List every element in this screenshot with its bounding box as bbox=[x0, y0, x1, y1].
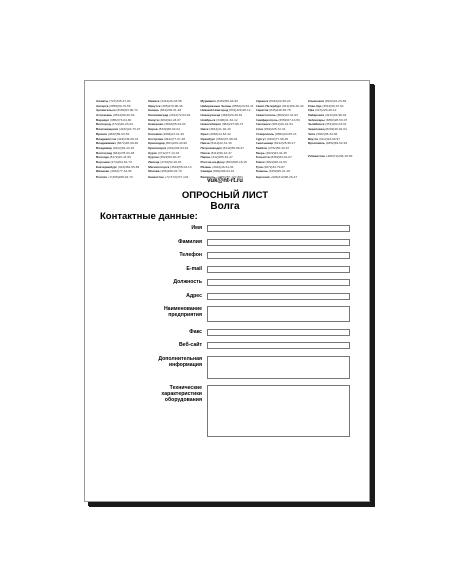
contact-entry bbox=[256, 133, 306, 137]
contact-phone: (831)429-08-12 bbox=[229, 109, 251, 113]
contact-phone: (3822)98-41-53 bbox=[265, 160, 287, 164]
contact-city: Тверь bbox=[255, 151, 265, 155]
section-heading-contacts: Контактные данные: bbox=[100, 211, 198, 222]
contact-entry bbox=[308, 138, 358, 142]
contact-phone: (4966)23-41-49 bbox=[162, 132, 184, 136]
contact-entry bbox=[256, 161, 306, 165]
contact-entry bbox=[256, 156, 306, 160]
contact-city: Ярославль bbox=[307, 142, 325, 146]
contact-city: Омск bbox=[200, 128, 209, 132]
contact-entry bbox=[148, 105, 198, 109]
form-row bbox=[130, 306, 350, 322]
contact-city: Оренбург bbox=[200, 137, 216, 141]
contact-entry bbox=[96, 161, 146, 165]
contact-city: Волгоград bbox=[96, 151, 113, 155]
contact-phone: (8332)68-02-04 bbox=[158, 128, 180, 132]
contact-city: Киров bbox=[148, 128, 158, 132]
form-field-label: Адрес bbox=[186, 292, 202, 299]
contact-entry bbox=[308, 114, 358, 118]
contact-entry bbox=[256, 147, 306, 151]
contact-entry bbox=[200, 152, 253, 156]
contact-phone: (8552)20-53-41 bbox=[232, 104, 254, 108]
contact-entry bbox=[148, 152, 198, 156]
contact-city: Иркутск bbox=[148, 104, 161, 108]
form-input-field[interactable] bbox=[207, 385, 350, 437]
form-row bbox=[130, 293, 350, 300]
contact-entry bbox=[148, 119, 198, 123]
contact-entry bbox=[256, 128, 306, 132]
contact-entry bbox=[148, 109, 198, 113]
contacts-column bbox=[200, 100, 253, 182]
contacts-column bbox=[148, 100, 198, 182]
contact-city: Кемерово bbox=[148, 123, 164, 127]
contact-entry bbox=[96, 166, 146, 170]
contact-city: Узбекистан bbox=[307, 154, 325, 158]
contact-phone: (4822)63-31-35 bbox=[265, 151, 287, 155]
contact-entry bbox=[256, 109, 306, 113]
contact-city: Владивосток bbox=[96, 137, 117, 141]
form-input-field[interactable] bbox=[207, 342, 350, 349]
contact-entry bbox=[148, 147, 198, 151]
contact-phone: (8172)26-41-59 bbox=[109, 156, 131, 160]
contact-phone: (3532)37-68-04 bbox=[215, 137, 238, 141]
contact-city: Беларусь bbox=[200, 176, 216, 180]
contact-phone: (846)206-03-16 bbox=[212, 170, 235, 174]
contact-phone: (844)278-03-48 bbox=[112, 151, 135, 155]
contact-entry bbox=[308, 142, 358, 146]
contact-phone: (3812)21-46-40 bbox=[209, 128, 231, 132]
form-input-field[interactable] bbox=[207, 252, 350, 259]
contact-entry bbox=[200, 119, 253, 123]
contact-city: Сочи bbox=[255, 128, 264, 132]
contact-phone: (8182)63-90-72 bbox=[116, 109, 138, 113]
contact-email[interactable]: vuk@nt-rt.ru bbox=[207, 178, 243, 184]
contact-phone: (3022)38-34-83 bbox=[315, 132, 338, 136]
contact-city: Екатеринбург bbox=[96, 165, 117, 169]
contact-phone: (8212)25-95-17 bbox=[274, 142, 296, 146]
form-row bbox=[130, 279, 350, 286]
contact-phone: (4872)33-79-87 bbox=[263, 165, 285, 169]
contact-phone: (383)227-86-73 bbox=[221, 123, 244, 127]
contact-city: Новокузнецк bbox=[200, 114, 221, 118]
form-input-field[interactable] bbox=[207, 293, 350, 300]
contact-city: Вологда bbox=[96, 156, 109, 160]
contact-phone: (8352)28-53-07 bbox=[325, 118, 348, 122]
contact-phone: (727)345-47-04 bbox=[109, 100, 131, 103]
contact-phone: (3496)41-32-12 bbox=[216, 118, 238, 122]
form-row bbox=[130, 252, 350, 259]
contact-entry bbox=[308, 133, 358, 137]
contact-entry bbox=[308, 119, 358, 123]
contact-entry bbox=[308, 109, 358, 113]
contact-entry bbox=[308, 105, 358, 109]
contact-city: Саратов bbox=[255, 109, 269, 113]
contact-phone: (391)204-63-61 bbox=[167, 146, 189, 150]
contact-city: Красноярск bbox=[148, 146, 167, 150]
contact-phone: (4922)49-43-18 bbox=[112, 146, 135, 150]
contact-phone: (4942)77-07-48 bbox=[163, 137, 186, 141]
contact-phone: (4832)59-03-52 bbox=[107, 132, 130, 136]
contact-phone: (342)205-81-47 bbox=[211, 156, 233, 160]
contact-entry bbox=[256, 142, 306, 146]
form-field-label: E-mail bbox=[186, 265, 202, 272]
contact-city: Казахстан bbox=[148, 176, 164, 180]
contact-entry bbox=[96, 138, 146, 142]
form-input-field[interactable] bbox=[207, 239, 350, 246]
contact-phone: (495)268-04-70 bbox=[160, 170, 182, 174]
form-field-label: Наименование предприятия bbox=[163, 306, 202, 318]
contact-phone: (4912)46-61-64 bbox=[212, 165, 234, 169]
contact-phone: (3955)60-70-56 bbox=[109, 104, 131, 108]
contact-city: Симферополь bbox=[255, 118, 278, 122]
form-field-label: Веб-сайт bbox=[178, 342, 202, 348]
contact-city: Череповец bbox=[307, 128, 325, 132]
contact-entry bbox=[96, 123, 146, 127]
form-input-field[interactable] bbox=[207, 306, 350, 322]
contact-city: Тольятти bbox=[255, 156, 270, 160]
contact-entry bbox=[96, 170, 146, 174]
contact-entry bbox=[96, 128, 146, 132]
contact-entry bbox=[308, 100, 358, 104]
contact-entry bbox=[200, 138, 253, 142]
contact-phone: (843)206-01-48 bbox=[159, 109, 182, 113]
contact-entry bbox=[256, 100, 306, 104]
contact-city: Ноябрьск bbox=[200, 118, 216, 122]
contact-city: Тюмень bbox=[255, 170, 268, 174]
contact-entry bbox=[256, 123, 306, 127]
contact-phone: +7(7172)727-132 bbox=[164, 176, 189, 180]
contact-entry bbox=[200, 161, 253, 165]
contact-phone: (8672)28-90-48 bbox=[116, 142, 139, 146]
contact-phone: (861)203-40-90 bbox=[165, 142, 187, 146]
contact-entry bbox=[96, 109, 146, 113]
contact-entry bbox=[148, 128, 198, 132]
contact-city: Ульяновск bbox=[307, 100, 325, 103]
contact-phone: (8412)22-31-16 bbox=[210, 142, 232, 146]
contact-phone: (3522)50-90-47 bbox=[159, 156, 181, 160]
contact-entry bbox=[256, 119, 306, 123]
contact-city: Пермь bbox=[200, 156, 211, 160]
contact-city: Курск bbox=[148, 151, 157, 155]
contact-city: Архангельск bbox=[96, 109, 116, 113]
contact-entry bbox=[256, 138, 306, 142]
contact-entry bbox=[200, 100, 253, 104]
contact-phone: (8652)20-65-13 bbox=[275, 132, 297, 136]
contact-city: Казань bbox=[148, 109, 159, 113]
contact-phone: (4112)23-90-97 bbox=[318, 137, 341, 141]
contact-entry bbox=[148, 114, 198, 118]
contact-phone: (8482)63-91-07 bbox=[270, 156, 292, 160]
contacts-column bbox=[256, 100, 306, 182]
contact-city: Якутск bbox=[307, 137, 319, 141]
contact-phone: (423)249-28-31 bbox=[117, 137, 139, 141]
contact-phone: (8112)59-10-37 bbox=[210, 151, 232, 155]
contact-city: Ижевск bbox=[148, 100, 160, 103]
form-row bbox=[130, 239, 350, 246]
contact-phone: (8512)99-46-04 bbox=[113, 114, 135, 118]
contact-phone: (4812)29-41-54 bbox=[271, 123, 293, 127]
contact-city: Магнитогорск bbox=[148, 165, 170, 169]
contact-phone: (8692)22-31-93 bbox=[276, 114, 298, 118]
contact-phone: (3412)26-03-58 bbox=[160, 100, 182, 103]
contact-city: Тамбов bbox=[255, 146, 267, 150]
contact-city: Кострома bbox=[148, 137, 163, 141]
contact-city: Саранск bbox=[255, 100, 269, 103]
contact-phone: (343)384-55-89 bbox=[117, 165, 140, 169]
contact-entry bbox=[148, 166, 198, 170]
contact-entry bbox=[256, 170, 306, 174]
contact-phone: (8142)55-98-37 bbox=[222, 146, 244, 150]
contact-entry bbox=[148, 138, 198, 142]
contact-city: Владикавказ bbox=[96, 142, 116, 146]
contact-phone: (845)249-38-78 bbox=[269, 109, 291, 113]
contact-entry bbox=[148, 170, 198, 174]
contact-entry bbox=[96, 133, 146, 137]
contact-city: Благовещенск bbox=[96, 128, 119, 132]
contact-phone: (8202)49-02-64 bbox=[325, 128, 347, 132]
contact-entry bbox=[256, 105, 306, 109]
contact-entry bbox=[96, 119, 146, 123]
contact-city: Калининград bbox=[148, 114, 169, 118]
contact-city: Ставрополь bbox=[255, 132, 275, 136]
contact-phone: (3012)59-97-51 bbox=[322, 104, 344, 108]
contact-city: Россия bbox=[96, 176, 107, 180]
contact-entry bbox=[200, 114, 253, 118]
contact-city: Томск bbox=[255, 160, 265, 164]
form-field-label: Технические характеристики оборудования bbox=[161, 385, 202, 403]
contact-city: Пенза bbox=[200, 142, 210, 146]
form-input-field[interactable] bbox=[207, 329, 350, 336]
contact-city: Барнаул bbox=[96, 118, 110, 122]
form-row bbox=[130, 225, 350, 232]
contact-city: Мурманск bbox=[200, 100, 216, 103]
contact-city: Коломна bbox=[148, 132, 162, 136]
contact-entry bbox=[200, 123, 253, 127]
contact-phone: (4162)22-76-07 bbox=[118, 128, 141, 132]
contact-city: Рязань bbox=[200, 165, 212, 169]
contact-entry bbox=[200, 156, 253, 160]
contact-phone: (4012)72-03-81 bbox=[169, 114, 191, 118]
contact-city: Владимир bbox=[96, 146, 112, 150]
contact-city: Чита bbox=[307, 132, 316, 136]
contact-city: Липецк bbox=[148, 160, 160, 164]
contact-entry bbox=[308, 123, 358, 127]
contact-entry bbox=[256, 166, 306, 170]
contact-phone: (4712)77-13-04 bbox=[157, 151, 180, 155]
contact-entry bbox=[148, 123, 198, 127]
contact-city: Калуга bbox=[148, 118, 159, 122]
document-subtitle: Волга bbox=[210, 201, 240, 212]
form-field-label: Телефон bbox=[179, 252, 202, 258]
contact-city: Петрозаводск bbox=[200, 146, 222, 150]
contact-phone: (863)308-18-15 bbox=[225, 160, 247, 164]
contact-phone: (473)204-51-73 bbox=[110, 160, 132, 164]
contact-phone: (395)279-98-46 bbox=[161, 104, 183, 108]
contact-entry bbox=[200, 147, 253, 151]
contact-entry bbox=[96, 147, 146, 151]
contact-entry bbox=[256, 114, 306, 118]
contact-city: Брянск bbox=[96, 132, 108, 136]
contact-entry bbox=[96, 105, 146, 109]
contact-phone: (8342)22-96-24 bbox=[269, 100, 291, 103]
contact-phone: (8152)59-64-93 bbox=[216, 100, 238, 103]
contact-entry bbox=[200, 109, 253, 113]
contact-phone: (3462)77-98-35 bbox=[266, 137, 289, 141]
contact-city: Новосибирск bbox=[200, 123, 221, 127]
regional-contacts-header bbox=[96, 100, 358, 182]
contact-entry bbox=[200, 128, 253, 132]
contact-city: Белгород bbox=[96, 123, 111, 127]
contact-entry bbox=[256, 152, 306, 156]
contact-entry bbox=[148, 133, 198, 137]
contact-entry bbox=[200, 170, 253, 174]
contact-phone: (4742)52-20-81 bbox=[160, 160, 182, 164]
contact-city: Курган bbox=[148, 156, 159, 160]
form-row bbox=[130, 385, 350, 437]
contact-city: Киргизия bbox=[255, 176, 270, 180]
contact-phone: (347)229-48-12 bbox=[314, 109, 337, 113]
contact-phone: (4932)77-34-06 bbox=[110, 170, 132, 174]
contact-entry bbox=[148, 156, 198, 160]
contact-city: Уфа bbox=[307, 109, 315, 113]
contact-city: Санкт-Петербург bbox=[255, 104, 282, 108]
contact-city: Смоленск bbox=[255, 123, 271, 127]
contact-phone: (351)202-03-61 bbox=[325, 123, 347, 127]
form-row bbox=[130, 356, 350, 379]
contact-phone: (3852)73-04-60 bbox=[109, 118, 132, 122]
contact-city: Иваново bbox=[96, 170, 110, 174]
contact-city: Хабаровск bbox=[307, 114, 325, 118]
contact-phone: +(375)257-127-884 bbox=[216, 176, 243, 180]
contact-city: Сыктывкар bbox=[255, 142, 274, 146]
contact-phone: (4752)50-40-97 bbox=[267, 146, 290, 150]
contact-city: Набережные Челны bbox=[200, 104, 232, 108]
contact-entry bbox=[200, 105, 253, 109]
contact-phone: (4862)44-53-42 bbox=[209, 132, 231, 136]
contact-phone: +996(312)96-26-47 bbox=[270, 176, 298, 180]
contact-city: Ангарск bbox=[96, 104, 109, 108]
contact-city: Сургут bbox=[255, 137, 266, 141]
contact-entry bbox=[308, 128, 358, 132]
contact-phone: (4842)92-23-67 bbox=[159, 118, 181, 122]
form-input-field[interactable] bbox=[207, 225, 350, 232]
contact-city: Краснодар bbox=[148, 142, 165, 146]
contact-phone: (862)225-72-31 bbox=[264, 128, 286, 132]
contact-city: Самара bbox=[200, 170, 213, 174]
contact-city: Алматы bbox=[96, 100, 109, 103]
contact-phone: (3519)55-03-13 bbox=[170, 165, 192, 169]
contact-phone: (3842)65-04-62 bbox=[164, 123, 186, 127]
contact-phone: (8422)24-23-59 bbox=[324, 100, 347, 103]
contact-entry bbox=[200, 142, 253, 146]
contact-city: Ростов-на-Дону bbox=[200, 160, 225, 164]
contact-phone: (4212)92-98-04 bbox=[324, 114, 347, 118]
document-title: ОПРОСНЫЙ ЛИСТ bbox=[181, 190, 269, 201]
contact-phone: (4852)69-52-93 bbox=[325, 142, 348, 146]
form-field-label: Имя bbox=[191, 225, 202, 231]
contact-entry bbox=[308, 155, 358, 159]
form-field-label: Фамилия bbox=[178, 238, 202, 245]
contact-entry bbox=[200, 166, 253, 170]
form-field-label: Должность bbox=[173, 279, 202, 285]
contacts-column bbox=[308, 100, 358, 182]
contact-city: Орел bbox=[200, 132, 209, 136]
form-row bbox=[130, 329, 350, 336]
contact-entry bbox=[148, 161, 198, 165]
contact-phone: (3452)66-21-18 bbox=[268, 170, 290, 174]
contact-entry bbox=[96, 100, 146, 104]
form-field-label: Дополнительная информация bbox=[158, 355, 202, 368]
contact-phone: (3843)20-46-81 bbox=[221, 114, 243, 118]
contact-entry bbox=[148, 100, 198, 104]
contact-phone: (3652)67-13-56 bbox=[278, 118, 300, 122]
contact-city: Севастополь bbox=[255, 114, 276, 118]
form-input-field[interactable] bbox=[207, 356, 350, 379]
contact-city: Москва bbox=[148, 170, 160, 174]
form-row bbox=[130, 342, 350, 349]
contact-phone: +7(495)268-04-70 bbox=[107, 176, 133, 180]
contact-entry bbox=[96, 152, 146, 156]
contact-city: Нижний Новгород bbox=[200, 109, 229, 113]
contact-entry bbox=[96, 114, 146, 118]
form-input-field[interactable] bbox=[207, 279, 350, 286]
contact-city: Тула bbox=[255, 165, 263, 169]
contact-phone: +998(71)205-18-59 bbox=[325, 154, 353, 158]
contact-entry bbox=[200, 133, 253, 137]
contact-entry bbox=[96, 142, 146, 146]
contact-phone: (4722)40-23-64 bbox=[111, 123, 133, 127]
form-input-field[interactable] bbox=[207, 266, 350, 273]
contact-city: Улан-Удэ bbox=[307, 104, 322, 108]
contact-entry bbox=[148, 142, 198, 146]
form-row bbox=[130, 266, 350, 273]
contact-city: Челябинск bbox=[307, 123, 325, 127]
form-field-label: Факс bbox=[189, 328, 202, 335]
contact-city: Чебоксары bbox=[307, 118, 325, 122]
contact-entry bbox=[96, 156, 146, 160]
contact-city: Псков bbox=[200, 151, 210, 155]
contact-city: Астрахань bbox=[96, 114, 113, 118]
contact-phone: (812)309-46-40 bbox=[282, 104, 304, 108]
contact-city: Воронеж bbox=[96, 160, 110, 164]
contacts-column bbox=[96, 100, 146, 182]
